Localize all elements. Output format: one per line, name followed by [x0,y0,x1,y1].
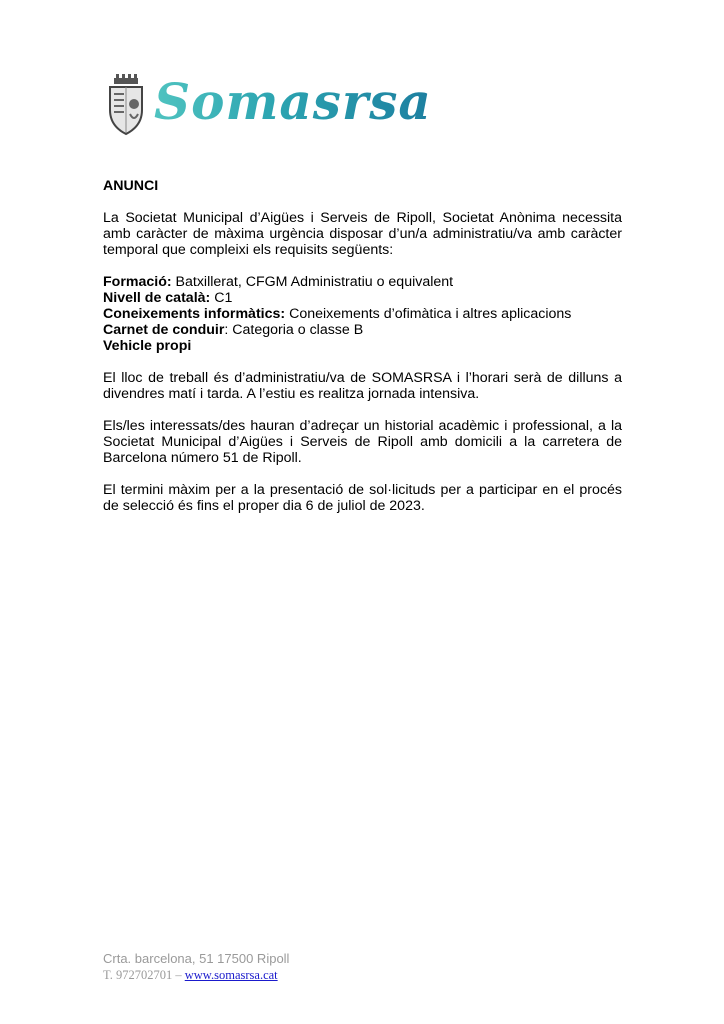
requirement-value: Batxillerat, CFGM Administratiu o equivalent [171,274,454,290]
requirement-item [103,322,622,338]
requirement-label: Carnet de conduir [103,322,225,338]
website-link[interactable]: www.somasrsa.cat [184,968,278,982]
requirement-item [103,274,622,290]
coat-of-arms-icon [104,74,148,136]
requirement-item [103,306,622,322]
requirement-item [103,290,622,306]
company-logo [104,70,434,140]
requirement-label: Nivell de català: [103,290,211,306]
job-paragraph: El lloc de treball és d’administratiu/va de SOMASRSA i l’horari serà de dilluns a divendres matí i tarda. A l’estiu es realitza jornada intensiva. [103,370,622,402]
announcement-body [103,178,622,530]
deadline-paragraph: El termini màxim per a la presentació de sol·licituds per a participar en el procés de selecció és fins el proper dia 6 de juliol de 2023. [103,482,622,514]
requirement-value: C1 [210,290,233,306]
intro-paragraph: La Societat Municipal d’Aigües i Serveis de Ripoll, Societat Anònima necessita amb caràcter de màxima urgència disposar d’un/a administratiu/va amb caràcter temporal que compleixi els requisits següents: [103,210,622,258]
requirement-value: Coneixements d’ofimàtica i altres aplicacions [285,306,572,322]
requirement-label: Vehicle propi [103,338,192,354]
page-footer [103,951,289,983]
apply-paragraph: Els/les interessats/des hauran d’adreçar un historial acadèmic i professional, a la Societat Municipal d’Aigües i Serveis de Ripoll amb domicili a la carretera de Barcelona número 51 de Ripoll. [103,418,622,466]
footer-contact [103,967,289,983]
logo-wordmark: Somasrsa [154,72,432,131]
footer-phone: T. 972702701 – [103,968,182,982]
requirement-item [103,338,622,354]
footer-address: Crta. barcelona, 51 17500 Ripoll [103,951,290,966]
requirement-label: Formació: [103,274,172,290]
announcement-title: ANUNCI [103,178,159,194]
requirements-list [103,274,622,354]
requirement-value: : Categoria o classe B [224,322,364,338]
requirement-label: Coneixements informàtics: [103,306,286,322]
